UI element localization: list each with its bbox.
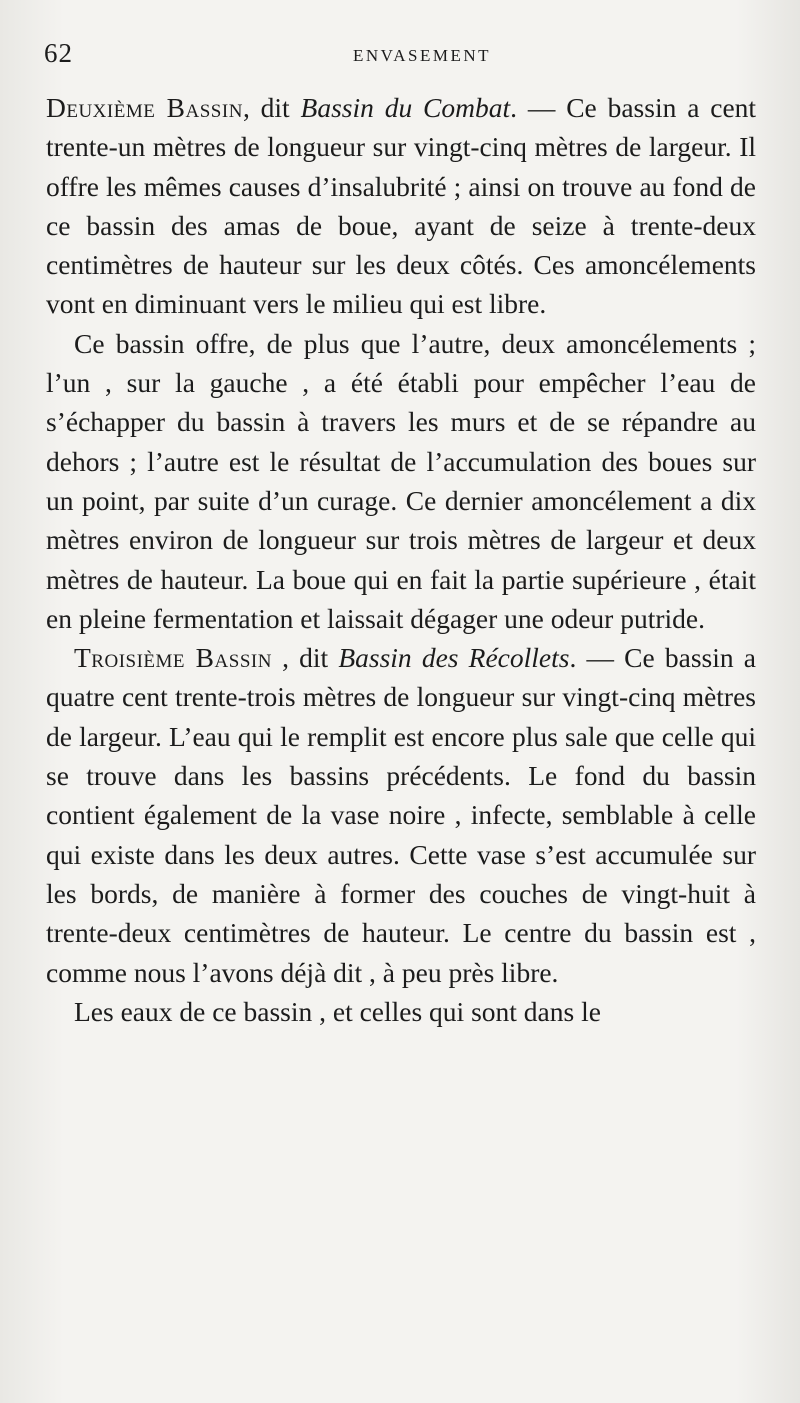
paragraph-les-eaux: [46, 992, 756, 1031]
paragraph-text: Les eaux de ce bassin , et celles qui sont dans le: [74, 995, 601, 1027]
heading-dash: . —: [510, 92, 567, 123]
page-header: [44, 38, 760, 78]
section-heading: Deuxième Bassin: [46, 92, 243, 123]
section-heading: Troisième Bassin: [74, 642, 272, 674]
body-text: [46, 88, 756, 1031]
paragraph-troisieme-bassin: [46, 638, 756, 992]
running-head: ENVASEMENT: [352, 46, 492, 65]
page-number: 62: [44, 38, 73, 68]
basin-name: Bassin du Combat: [300, 92, 511, 123]
paragraph-deuxieme-bassin: [46, 88, 756, 324]
paragraph-text: Ce bassin offre, de plus que l’autre, deux amoncélements ; l’un , sur la gauche , a été établi pour empêcher l’eau de s’échapper du bassin à travers les murs et de se répandre au dehors ; l’autre est le résultat de l’accumulation des boues sur un point, par suite d’un curage. Ce dernier amoncélement a dix mètres environ de longueur sur trois mètres de largeur et deux mètres de hauteur. La boue qui en fait la partie supérieure , était en pleine fermentation et laissait dégager une odeur putride.: [46, 327, 756, 634]
basin-name: Bassin des Récollets: [338, 642, 570, 674]
paragraph-text: Ce bassin a quatre cent trente-trois mètres de longueur sur vingt-cinq mètres de largeur. L’eau qui le remplit est encore plus sale que celle qui se trouve dans les bassins précédents. Le fond du bassin contient également de la vase noire , infecte, semblable à celle qui existe dans les deux autres. Cette vase s’est accumulée sur les bords, de manière à former des couches de vingt-huit à trente-deux centimètres de hauteur. Le centre du bassin est , comme nous l’avons déjà dit , à peu près libre.: [46, 642, 757, 988]
paragraph-amoncelements: [46, 324, 756, 638]
heading-connector: , dit: [271, 642, 339, 674]
heading-connector: , dit: [242, 92, 301, 123]
paragraph-text: Ce bassin a cent trente-un mètres de longueur sur vingt-cinq mètres de largeur. Il offre les mêmes causes d’insalubrité ; ainsi on trouve au fond de ce bassin des amas de boue, ayant de seize à trente-deux centimètres de hauteur sur les deux côtés. Ces amoncélements vont en diminuant vers le milieu qui est libre.: [46, 92, 757, 320]
heading-dash: . —: [569, 642, 625, 674]
